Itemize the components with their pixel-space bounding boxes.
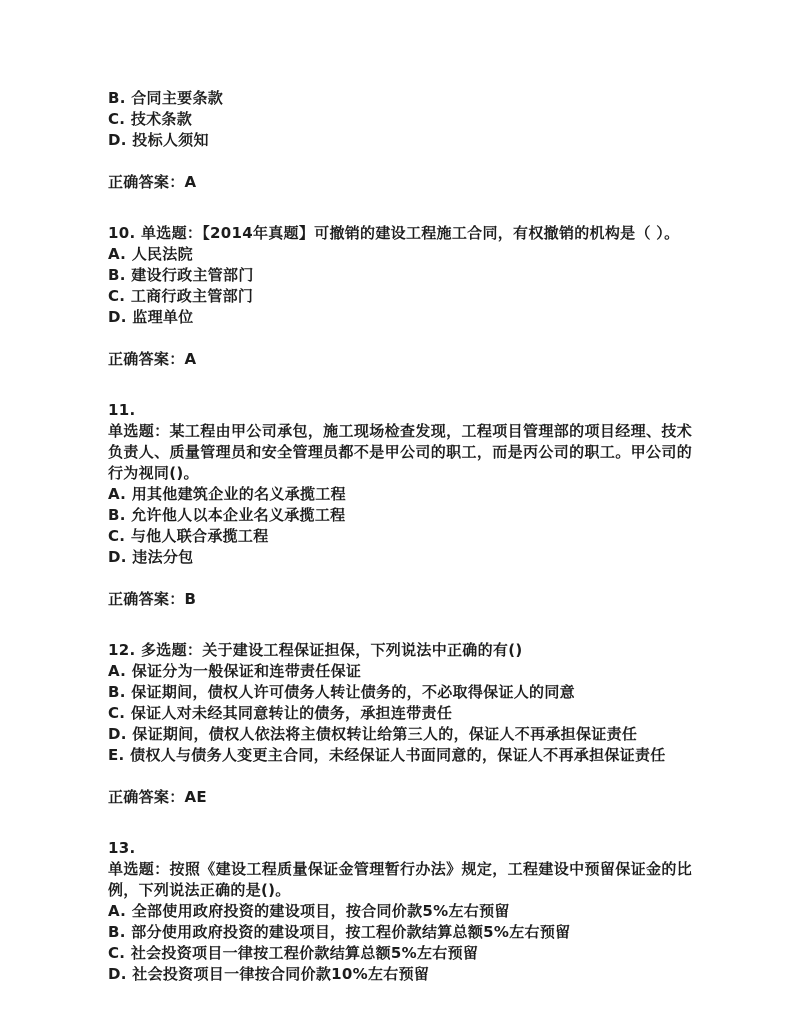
option-line: A. 人民法院	[108, 245, 193, 263]
question-number: 13.	[108, 839, 136, 857]
option-line: B. 保证期间，债权人许可债务人转让债务的，不必取得保证人的同意	[108, 683, 575, 701]
question-12	[108, 640, 692, 808]
question-stem: 单选题：某工程由甲公司承包，施工现场检查发现，工程项目管理部的项目经理、技术负责人、质量管理员和安全管理员都不是甲公司的职工，而是丙公司的职工。甲公司的行为视同()。	[108, 422, 692, 482]
correct-answer: 正确答案：A	[108, 350, 197, 368]
option-line: C. 与他人联合承揽工程	[108, 527, 269, 545]
questions-area	[108, 88, 692, 985]
option-line: C. 技术条款	[108, 110, 193, 128]
option-line: C. 工商行政主管部门	[108, 287, 254, 305]
question-10	[108, 223, 692, 370]
question-9-partial	[108, 88, 692, 193]
option-line: B. 允许他人以本企业名义承揽工程	[108, 506, 346, 524]
option-line: C. 保证人对未经其同意转让的债务，承担连带责任	[108, 704, 453, 722]
option-line: B. 部分使用政府投资的建设项目，按工程价款结算总额5%左右预留	[108, 923, 571, 941]
correct-answer: 正确答案：AE	[108, 788, 207, 806]
option-line: B. 建设行政主管部门	[108, 266, 254, 284]
option-line: C. 社会投资项目一律按工程价款结算总额5%左右预留	[108, 944, 479, 962]
correct-answer: 正确答案：B	[108, 590, 197, 608]
option-line: D. 监理单位	[108, 308, 194, 326]
question-stem: 单选题：按照《建设工程质量保证金管理暂行办法》规定，工程建设中预留保证金的比例，下列说法正确的是()。	[108, 860, 692, 899]
question-11	[108, 400, 692, 610]
option-line: D. 社会投资项目一律按合同价款10%左右预留	[108, 965, 430, 983]
option-line: A. 保证分为一般保证和连带责任保证	[108, 662, 362, 680]
question-13	[108, 838, 692, 985]
option-line: B. 合同主要条款	[108, 89, 224, 107]
option-line: D. 投标人须知	[108, 131, 209, 149]
question-number: 11.	[108, 401, 136, 419]
question-header: 10. 单选题：【2014年真题】可撤销的建设工程施工合同，有权撤销的机构是（ ）。	[108, 224, 680, 242]
option-line: A. 全部使用政府投资的建设项目，按合同价款5%左右预留	[108, 902, 510, 920]
question-header: 12. 多选题：关于建设工程保证担保，下列说法中正确的有()	[108, 641, 523, 659]
option-line: E. 债权人与债务人变更主合同，未经保证人书面同意的，保证人不再承担保证责任	[108, 746, 666, 764]
option-line: D. 违法分包	[108, 548, 194, 566]
correct-answer: 正确答案：A	[108, 173, 197, 191]
option-line: D. 保证期间，债权人依法将主债权转让给第三人的，保证人不再承担保证责任	[108, 725, 638, 743]
option-line: A. 用其他建筑企业的名义承揽工程	[108, 485, 346, 503]
